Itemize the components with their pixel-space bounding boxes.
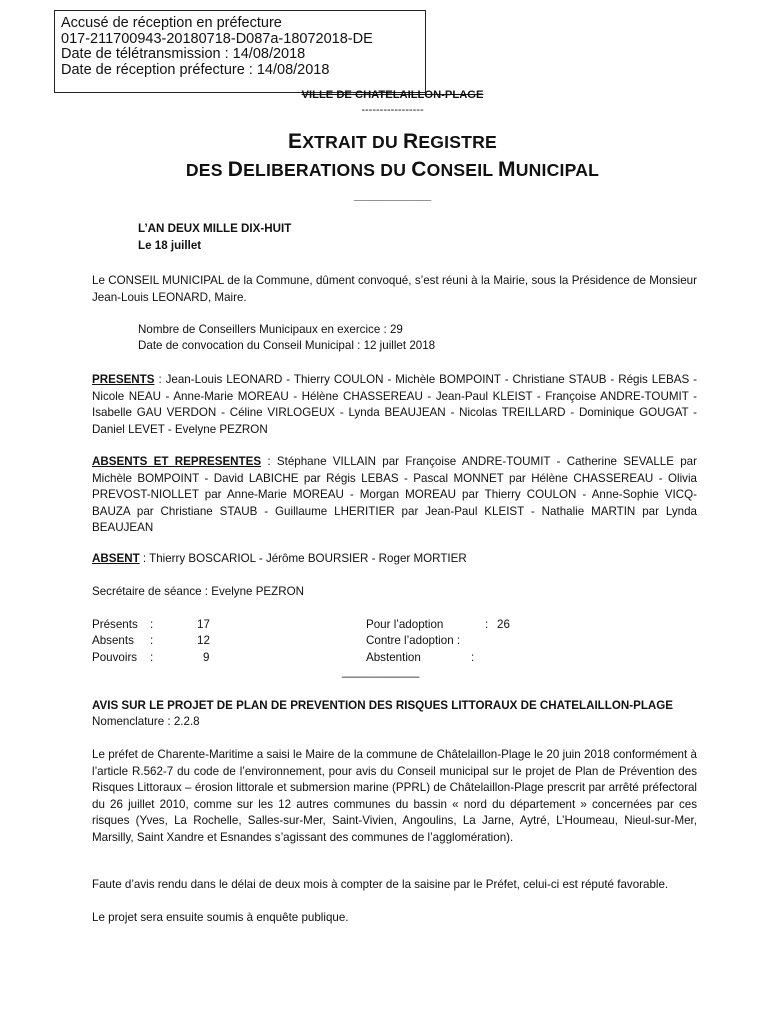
year-line: L’AN DEUX MILLE DIX-HUIT	[138, 222, 292, 235]
presents-label: PRESENTS	[92, 373, 155, 386]
abstention-label: Abstention	[366, 651, 421, 664]
pour-colon: :	[485, 618, 489, 631]
town-name: VILLE DE CHATELAILLON-PLAGE	[301, 89, 484, 101]
pouvoirs-count-value: 9	[203, 651, 210, 664]
body-paragraph-1: Le préfet de Charente-Maritime a saisi le Maire de la commune de Châtelaillon-Plage le 20 juin 2018 conformément à l’article R.562-7 du code de l’environnement, pour avis du Conseil municipal sur le projet de Plan de Prévention des Risques Littoraux – érosion littorale et submersion marine (PPRL) de Châtelaillon-Plage prescrit par arrêté préfectoral du 26 juillet 2010, comme sur les 12 autres communes du bassin « nord du département » concernées par ces risques (Yves, La Rochelle, Salles-sur-Mer, Saint-Vivien, Angoulins, La Jarne, Aytré, L’Houmeau, Nieul-sur-Mer, Marsilly, Saint Xandre et Esnandes s’agissant des communes de l’agglomération).	[92, 748, 697, 844]
presents-paragraph	[92, 372, 697, 438]
presents-colon: :	[150, 618, 154, 631]
presents-count-value: 17	[197, 618, 210, 631]
absent-paragraph	[92, 551, 467, 568]
stamp-line-3: Date de télétransmission : 14/08/2018	[61, 46, 306, 62]
pour-label: Pour l’adoption	[366, 618, 444, 631]
day-line: Le 18 juillet	[138, 239, 202, 252]
represented-label: ABSENTS ET REPRESENTES	[92, 455, 262, 468]
title-line-1: EXTRAIT DU REGISTRE	[288, 130, 497, 153]
pouvoirs-count-label: Pouvoirs	[92, 651, 138, 664]
pour-value: 26	[497, 618, 510, 631]
pouvoirs-colon: :	[150, 651, 154, 664]
reception-stamp	[54, 10, 426, 93]
secretary-line: Secrétaire de séance : Evelyne PEZRON	[92, 585, 305, 598]
contre-label: Contre l’adoption :	[366, 634, 461, 647]
subject-title: AVIS SUR LE PROJET DE PLAN DE PREVENTION DES RISQUES LITTORAUX DE CHATELAILLON-PLAGE	[92, 699, 674, 712]
absents-count-value: 12	[197, 634, 210, 647]
stamp-line-2: 017-211700943-20180718-D087a-18072018-DE	[61, 30, 373, 47]
stamp-line-4: Date de réception préfecture : 14/08/2018	[61, 61, 330, 78]
represented-list: : Stéphane VILLAIN par Françoise ANDRE-TOUMIT - Catherine SEVALLE par Michèle BOMPOINT - David LABICHE par Régis LEBAS - Pascal MONNET par Hélène CHASSEREAU - Olivia PREVOST-NIOLLET par Anne-Marie MOREAU - Morgan MOREAU par Thierry COULON - Anne-Sophie VICQ-BAUZA par Christiane STAUB - Guillaume LHERITIER par Jean-Paul KLEIST - Nathalie MARTIN par Lynda BEAUJEAN	[92, 455, 697, 534]
presents-count-label: Présents	[92, 618, 138, 631]
nomenclature: Nomenclature : 2.2.8	[92, 715, 200, 728]
absent-list: : Thierry BOSCARIOL - Jérôme BOURSIER - Roger MORTIER	[139, 552, 467, 565]
header-dashes: -----------------	[361, 104, 424, 116]
body-paragraph-2: Faute d’avis rendu dans le délai de deux mois à compter de la saisine par le Préfet, celui-ci est réputé favorable.	[92, 878, 669, 891]
absent-label: ABSENT	[92, 552, 140, 565]
body-paragraph-3: Le projet sera ensuite soumis à enquête publique.	[92, 911, 349, 924]
absents-colon: :	[150, 634, 154, 647]
title-rule: ____________	[353, 189, 432, 202]
title-line-2: DES DELIBERATIONS DU CONSEIL MUNICIPAL	[185, 158, 600, 181]
represented-paragraph	[92, 454, 697, 537]
tally-rule: ____________	[342, 665, 420, 678]
conseillers-count: Nombre de Conseillers Municipaux en exercice : 29	[138, 323, 403, 336]
convocation-date: Date de convocation du Conseil Municipal : 12 juillet 2018	[138, 339, 436, 352]
absents-count-label: Absents	[92, 634, 134, 647]
intro-paragraph: Le CONSEIL MUNICIPAL de la Commune, dûment convoqué, s’est réuni à la Mairie, sous la Présidence de Monsieur Jean-Louis LEONARD, Maire.	[92, 274, 697, 304]
stamp-line-1: Accusé de réception en préfecture	[61, 15, 282, 31]
abstention-colon: :	[471, 651, 475, 664]
presents-list: : Jean-Louis LEONARD - Thierry COULON - Michèle BOMPOINT - Christiane STAUB - Régis LEBAS - Nicole NEAU - Anne-Marie MOREAU - Hélène CHASSEREAU - Jean-Paul KLEIST - Françoise ANDRE-TOUMIT - Isabelle GAU VERDON - Céline VIRLOGEUX - Lynda BEAUJEAN - Nicolas TREILLARD - Dominique GOUGAT - Daniel LEVET - Evelyne PEZRON	[92, 373, 697, 436]
